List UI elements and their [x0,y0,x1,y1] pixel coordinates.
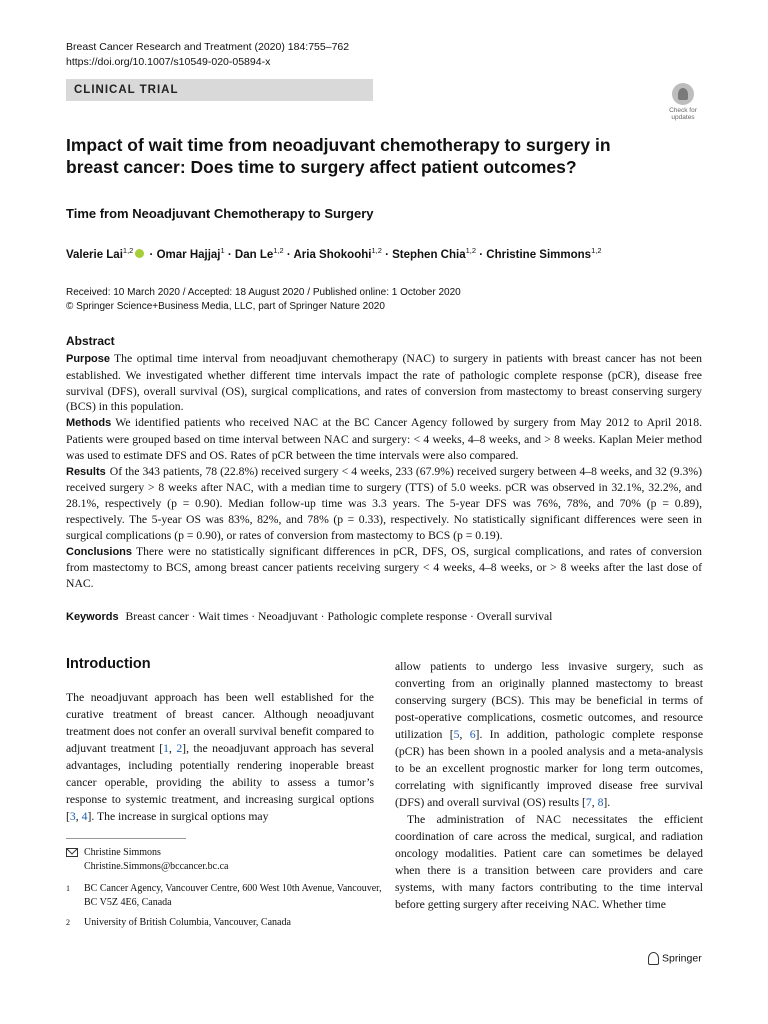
citation-link[interactable]: 8 [597,796,604,809]
intro-text: The neoadjuvant approach has been well established for the curative treatment of breast cancer. Although neoadjuvant treatment does not confer an overall survival benefit compared to adjuvant treatment [ [66,691,374,755]
abstract-conclusions [66,544,702,592]
citation-link[interactable]: 3 [69,810,76,823]
article-type-banner: CLINICAL TRIAL [66,79,373,101]
check-updates-label-2: updates [671,114,695,121]
citation-link[interactable]: 1 [163,742,169,755]
abstract-body [66,351,702,592]
author-separator: · [283,248,294,261]
results-text: Of the 343 patients, 78 (22.8%) received surgery < 4 weeks, 233 (67.9%) received surgery between 4–8 weeks, and 32 (9.3%) received surgery > 8 weeks after NAC, with a median time to surgery (TTS) of 5.0 weeks. pCR was observed in 32.1%, 32.2%, and 28.1%, respectively (p = 0.90). Median follow-up time was 3.3 years. The 5-year DFS was 76%, 78%, and 70% (p = 0.89), respectively. The 5-year OS was 83%, 82%, and 78% (p = 0.33), respectively. No statistically significant differences were seen in surgical complications (p = 0.90), or rates of conversion from mastectomy to BCS (p = 0.19). [66,464,702,542]
check-for-updates-badge[interactable] [664,83,702,123]
conclusions-label: Conclusions [66,545,133,558]
abstract-heading: Abstract [66,334,115,348]
intro-text: ]. The increase in surgical options may [87,810,269,823]
affiliation-2-text: University of British Columbia, Vancouver, Canada [84,917,291,928]
keywords-label: Keywords [66,611,119,623]
publication-dates [66,286,461,314]
intro-text: ], the neoadjuvant approach has several advantages, including potentially rendering inoperable breast cancer operable, providing the ability to assess a tumor’s response to systemic treatment, and increasing surgical options [ [66,742,375,823]
author-name[interactable]: Omar Hajjaj [156,248,221,261]
publisher-footer [648,952,702,965]
author-name[interactable]: Valerie Lai [66,248,123,261]
affiliation-2-mark: 2 [66,918,70,927]
citation-separator: , [168,742,177,755]
corresponding-author [66,846,376,876]
publisher-name: Springer [662,952,702,965]
intro-text: ]. In addition, pathologic complete response (pCR) has been shown in a pooled analysis and a meta-analysis to be an excellent prognostic marker for long term outcomes, correlating with significantly improved disease free survival (DFS) and overall survival (OS) results [ [395,728,704,809]
intro-text: allow patients to undergo less invasive surgery, such as converting from an originally planned mastectomy to breast conserving surgery (BCS). This may be beneficial in terms of post-operative complications, cosmetic outcomes, and resource utilization [ [395,660,703,741]
citation-link[interactable]: 4 [81,810,88,823]
conclusions-text: There were no statistically significant differences in pCR, DFS, OS, surgical complications, and rates of conversion from mastectomy to BCS, among breast cancer patients receiving surgery < 4 weeks, 4–8 weeks, or > 8 weeks after the last dose of NAC. [66,544,702,591]
springer-horse-icon [648,952,659,965]
author-separator: · [381,248,393,261]
intro-paragraph-1-cont [395,658,703,811]
footnote-divider [66,838,186,839]
citation-link[interactable]: 7 [585,796,592,809]
doi-link[interactable]: https://doi.org/10.1007/s10549-020-05894-x [66,56,271,68]
journal-meta [66,40,349,70]
check-updates-icon [672,83,694,105]
corresponding-author-name: Christine Simmons [84,847,161,858]
introduction-right-column [395,658,703,913]
copyright-line: © Springer Science+Business Media, LLC, part of Springer Nature 2020 [66,301,385,312]
citation-separator: , [459,728,470,741]
methods-text: We identified patients who received NAC at the BC Cancer Agency followed by surgery from May 2012 to April 2018. Patients were grouped based on time interval between NAC and surgery: < 4 weeks, 4–8 weeks, and > 8 weeks. Kaplan Meier method was used to estimate DFS and OS. Rates of pCR between the time intervals were also compared. [66,416,702,462]
abstract-methods [66,415,702,463]
article-title: Impact of wait time from neoadjuvant chemotherapy to surgery in breast cancer: Does time to surgery affect patient outcomes? [66,135,611,177]
author-name[interactable]: Dan Le [234,248,274,261]
affiliation-2 [66,916,376,932]
orcid-icon[interactable] [135,249,144,258]
author-separator: · [224,248,235,261]
introduction-heading: Introduction [66,656,151,672]
purpose-label: Purpose [66,353,111,365]
author-name[interactable]: Christine Simmons [486,248,592,261]
results-label: Results [66,465,106,478]
author-separator: · [476,248,487,261]
affiliation-1-mark: 1 [66,884,70,893]
affiliation-1 [66,882,382,912]
author-list [66,246,602,261]
author-separator: · [146,248,157,261]
journal-citation: Breast Cancer Research and Treatment (2020) 184:755–762 [66,41,350,53]
author-name[interactable]: Aria Shokoohi [293,248,372,261]
author-affiliation: 1 [220,246,225,255]
author-name[interactable]: Stephen Chia [392,248,466,261]
history-dates: Received: 10 March 2020 / Accepted: 18 August 2020 / Published online: 1 October 2020 [66,287,461,298]
affiliation-1-text: BC Cancer Agency, Vancouver Centre, 600 West 10th Avenue, Vancouver, BC V5Z 4E6, Canada [84,883,382,908]
citation-separator: , [75,810,82,823]
envelope-icon [66,848,78,857]
abstract-purpose [66,351,702,415]
intro-paragraph-2: The administration of NAC necessitates the efficient coordination of care across the medical, surgical, and radiation oncology modalities. Patient care can sometimes be delayed when there is a transition between care providers and care systems, with many factors contributing to the time interval before getting surgery after receiving NAC. Whether time [395,813,703,911]
corresponding-author-email[interactable]: Christine.Simmons@bccancer.bc.ca [84,860,229,872]
author-affiliation: 1,2 [465,246,477,255]
intro-paragraph-1 [66,689,374,825]
intro-text: ]. [603,796,611,809]
purpose-text: The optimal time interval from neoadjuvant chemotherapy (NAC) to surgery in patients with breast cancer has not been established. We investigated whether different time intervals impact the rate of pathologic complete response (pCR), disease free survival (DFS), overall survival (OS), surgical complications, and rates of conversion from mastectomy to breast conserving surgery (BCS) in this population. [66,352,702,414]
keywords [66,610,702,623]
citation-separator: , [591,796,598,809]
citation-link[interactable]: 6 [469,728,476,741]
methods-label: Methods [66,417,112,430]
author-affiliation: 1,2 [122,246,134,255]
citation-link[interactable]: 5 [453,728,460,741]
introduction-left-column [66,689,374,825]
author-affiliation: 1,2 [371,246,382,255]
abstract-results [66,464,702,544]
keywords-text: Breast cancer · Wait times · Neoadjuvant · Pathologic complete response · Overall survival [125,610,553,623]
check-updates-label-1: Check for [669,107,697,114]
author-affiliation: 1,2 [591,246,602,255]
author-affiliation: 1,2 [273,246,284,255]
article-subtitle: Time from Neoadjuvant Chemotherapy to Surgery [66,206,374,221]
citation-link[interactable]: 2 [176,742,183,755]
